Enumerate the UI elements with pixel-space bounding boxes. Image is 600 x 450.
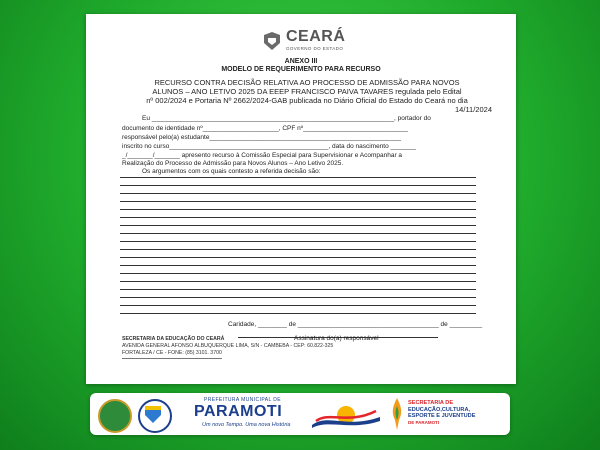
prefeitura-label: PREFEITURA MUNICIPAL DE [204,397,281,403]
heading-line: nº 002/2024 e Portaria Nº 2662/2024-GAB publicada no Diário Oficial do Estado do Ceará no dia [146,96,468,105]
city-slogan: Um novo Tempo. Uma nova História [202,422,291,428]
ceara-emblem-icon [262,32,282,50]
footer-city-phone: FORTALEZA / CE - FONE: (85) 3101. 3700 [122,350,222,356]
secretaria-flame-icon [390,398,404,430]
ruled-line [120,233,476,234]
arguments-ruled-area [120,177,476,314]
heading-line: RECURSO CONTRA DECISÃO RELATIVA AO PROCESSO DE ADMISSÃO PARA NOVOS [154,78,460,87]
annex-title: MODELO DE REQUERIMENTO PARA RECURSO [221,66,381,73]
secretaria-label-line-3: ESPORTE E JUVENTUDE [408,413,476,419]
ruled-line [120,249,476,250]
ruled-line [120,177,476,178]
ruled-line [120,305,476,306]
footer-secretariat: SECRETARIA DA EDUCAÇÃO DO CEARÁ [122,336,225,342]
heading-line: ALUNOS – ANO LETIVO 2025 DA EEEP FRANCISCO PAIVA TAVARES regulada pelo Edital [152,87,462,96]
ruled-line [120,217,476,218]
annex-label: ANEXO III [284,58,318,65]
secretaria-label-line-4: DE PARAMOTI [408,419,440,425]
form-line-course: inscrito no curso____________________________________________, data do nascimento _______ [122,143,416,150]
ruled-line [120,281,476,282]
logo-name: CEARÁ [286,28,346,45]
ruled-line [120,209,476,210]
requirement-form-sheet [86,14,516,384]
ruled-line [120,241,476,242]
city-name: PARAMOTI [194,403,283,420]
form-line-appeal: _/_______/_______ apresento recurso à Comissão Especial para Supervisionar e Acompanhar a [122,152,403,159]
form-line-process: Realização do Processo de Admissão para Novos Alunos – Ano Letivo 2025. [122,160,344,167]
ruled-line [120,313,476,314]
form-line-name: Eu ___________________________________________________________________, portador do [142,115,431,122]
ruled-line [120,257,476,258]
form-line-identity: documento de identidade nº_____________________, CPF nº_____________________________ [122,125,408,132]
footer-address: AVENIDA GENERAL AFONSO ALBUQUERQUE LIMA, S/N - CAMBEBA - CEP: 60.822-325 [122,343,334,349]
coat-of-arms-shield-icon [140,401,166,427]
form-line-student: responsável pelo(a) estudante_____________________________________________________ [122,134,402,141]
ruled-line [120,201,476,202]
form-line-arguments: Os argumentos com os quais contesto a referida decisão são: [142,168,321,175]
document-heading [122,78,492,114]
municipal-logo-banner [90,393,510,435]
place-date-line: Caridade, ________ de _______________________________________ de _________ [228,321,483,328]
secretaria-label-line-1: SECRETARIA DE [408,400,454,406]
sun-wave-logo-icon [310,399,382,429]
ruled-line [120,289,476,290]
school-emblem-icon [98,399,132,433]
logo-subtitle: GOVERNO DO ESTADO [286,46,344,51]
signature-label: Assinatura do(a) responsável [294,335,379,342]
ceara-government-logo [262,28,358,54]
ruled-line [120,225,476,226]
secretaria-label-line-2: EDUCAÇÃO,CULTURA, [408,406,471,413]
ruled-line [120,185,476,186]
ruled-line [120,193,476,194]
ruled-line [120,265,476,266]
ruled-line [120,273,476,274]
ruled-line [120,297,476,298]
heading-date: 14/11/2024 [455,105,492,114]
footer-divider [122,358,222,359]
municipal-coat-of-arms-icon [138,399,172,433]
